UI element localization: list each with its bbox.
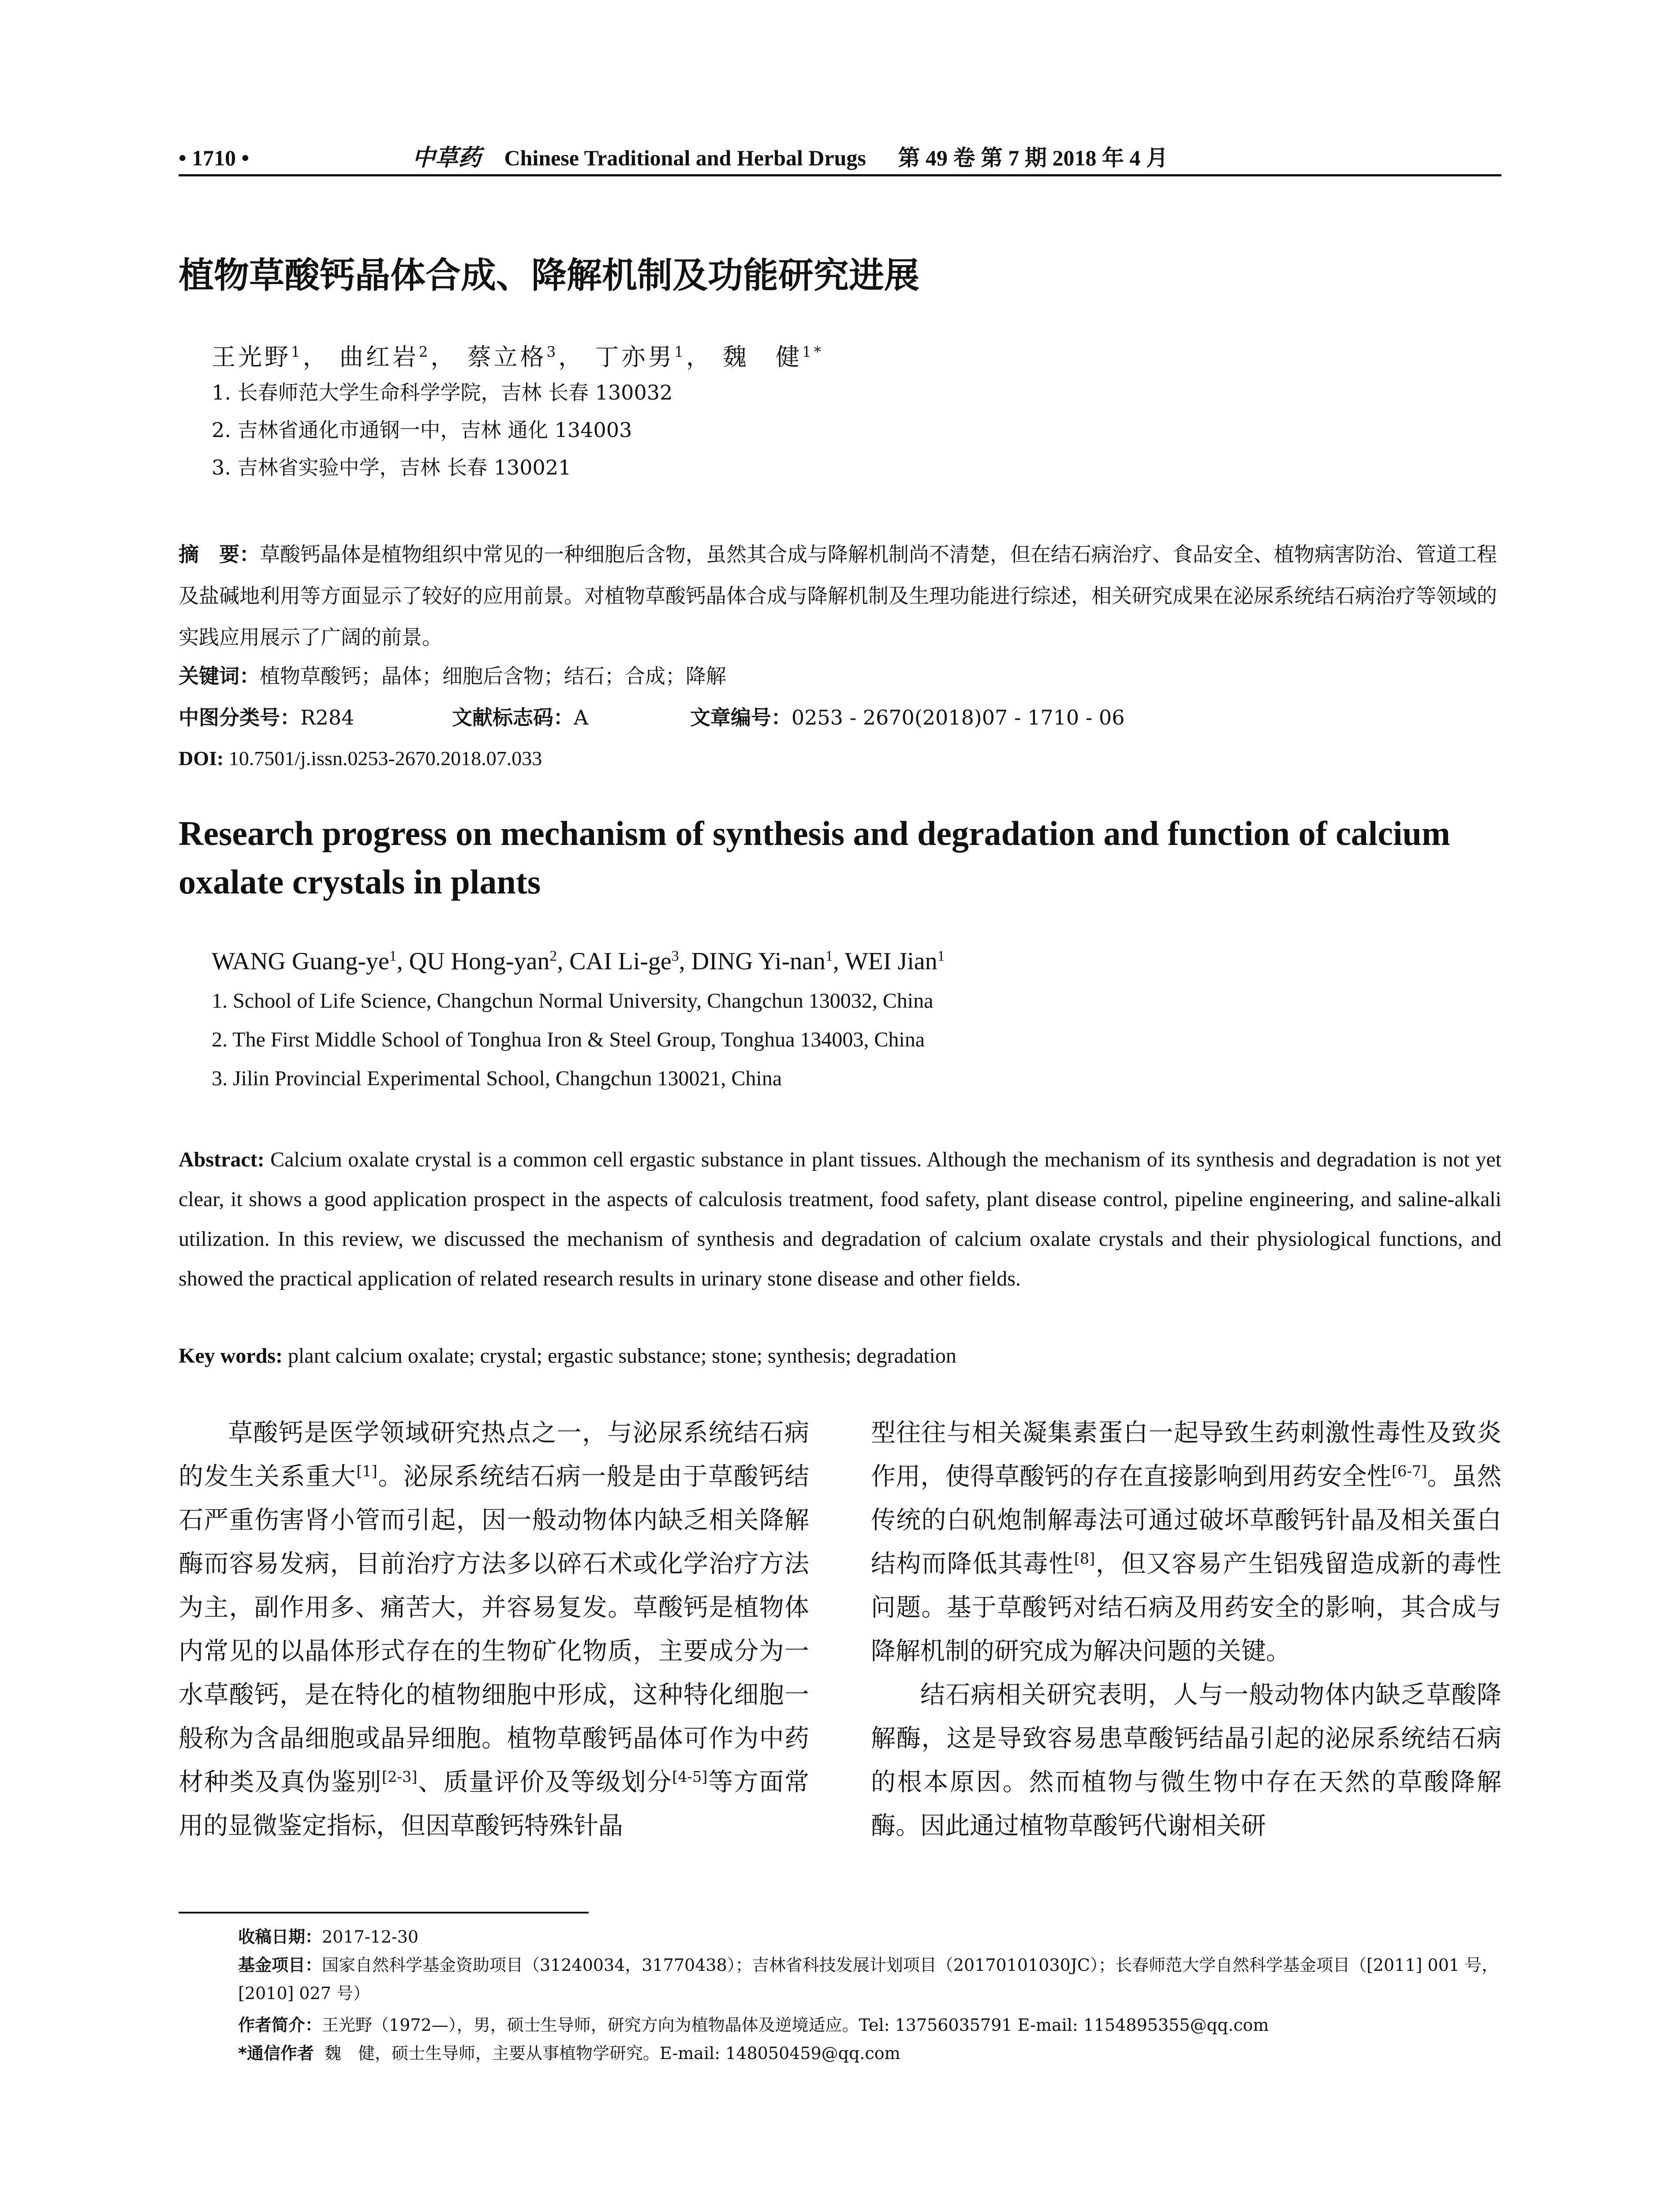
keywords-cn xyxy=(179,655,1501,697)
header-rule xyxy=(179,174,1501,176)
footnote-text: 国家自然科学基金资助项目（31240034，31770438）；吉林省科技发展计划项目（20170101030JC）；长春师范大学自然科学基金项目（[2011] 001 号，[2010] 027 号） xyxy=(238,1955,1499,2003)
abstract-en-text: Calcium oxalate crystal is a common cell ergastic substance in plant tissues. Although the mechanism of its synthesis and degradation is not yet clear, it shows a good application prospect in the aspects of calculosis treatment, food safety, plant disease control, pipeline engineering, and saline-alkali utilization. In this review, we discussed the mechanism of synthesis and degradation of calcium oxalate crystals and their physiological functions, and showed the practical application of related research results in urinary stone disease and other fields. xyxy=(179,1148,1501,1290)
body-text: 。泌尿系统结石病一般是由于草酸钙结石严重伤害肾小管而引起，因一般动物体内缺乏相关降解酶而容易发病，目前治疗方法多以碎石术或化学治疗方法为主，副作用多、痛苦大，并容易复发。草酸钙是植物体内常见的以晶体形式存在的生物矿化物质，主要成分为一水草酸钙，是在特化的植物细胞中形成，这种特化细胞一般称为含晶细胞或晶异细胞。植物草酸钙晶体可作为中药材种类及真伪鉴别 xyxy=(179,1462,810,1797)
author-sup: 1* xyxy=(802,344,824,360)
citation: [4-5] xyxy=(672,1768,708,1786)
affiliation-cn-1: 1. 长春师范大学生命科学学院，吉林 长春 130032 xyxy=(212,381,673,404)
journal-logo: 中草药 xyxy=(412,145,482,171)
author-sup: 2 xyxy=(418,344,431,360)
footnote-text: 2017-12-30 xyxy=(322,1927,419,1947)
footnote-label: 作者简介： xyxy=(238,2015,322,2035)
running-header xyxy=(179,140,1501,176)
abstract-cn-text: 草酸钙晶体是植物组织中常见的一种细胞后含物，虽然其合成与降解机制尚不清楚，但在结石病治疗、食品安全、植物病害防治、管道工程及盐碱地利用等方面显示了较好的应用前景。对植物草酸钙晶体合成与降解机制及生理功能进行综述，相关研究成果在泌尿系统结石病治疗等领域的实践应用展示了广阔的前景。 xyxy=(179,542,1497,649)
document-code xyxy=(452,697,588,738)
abstract-en xyxy=(179,1140,1501,1299)
issue-info: 第 49 卷 第 7 期 2018 年 4 月 xyxy=(898,146,1168,170)
clc-label: 中图分类号： xyxy=(179,706,300,729)
citation: [8] xyxy=(1074,1550,1095,1567)
journal-name: Chinese Traditional and Herbal Drugs xyxy=(504,146,866,170)
keywords-en-text: plant calcium oxalate; crystal; ergastic substance; stone; synthesis; degradation xyxy=(282,1344,956,1368)
doi-value: 10.7501/j.issn.0253-2670.2018.07.033 xyxy=(224,747,542,770)
body-paragraph: 结石病相关研究表明，人与一般动物体内缺乏草酸降解酶，这是导致容易患草酸钙结晶引起的泌尿系统结石病的根本原因。然而植物与微生物中存在天然的草酸降解酶。因此通过植物草酸钙代谢相关研 xyxy=(871,1681,1501,1840)
author-en-sup: 1 xyxy=(389,948,397,964)
author-name: 蔡立格 xyxy=(467,343,547,371)
doi-label: DOI: xyxy=(179,747,224,770)
keywords-en-label: Key words: xyxy=(179,1344,283,1368)
title-cn: 植物草酸钙晶体合成、降解机制及功能研究进展 xyxy=(179,255,919,296)
body-text: 等方面常用的显微鉴定指标，但因草酸钙特殊针晶 xyxy=(179,1768,810,1840)
abstract-en-label: Abstract: xyxy=(179,1148,265,1171)
author-en-sup: 3 xyxy=(671,948,679,964)
body-text: 型往往与相关凝集素蛋白一起导致生药刺激性毒性及致炎作用，使得草酸钙的存在直接影响到用药安全性 xyxy=(871,1419,1501,1491)
body-text: 、质量评价及等级划分 xyxy=(417,1768,672,1797)
footnote-text: 魏 健，硕士生导师，主要从事植物学研究。E-mail: 148050459@qq.com xyxy=(325,2044,900,2063)
doc-label: 文献标志码： xyxy=(452,706,574,729)
keywords-cn-label: 关键词： xyxy=(179,664,260,688)
affiliation-en-3: 3. Jilin Provincial Experimental School, Changchun 130021, China xyxy=(212,1067,782,1090)
author-en-name: WANG Guang-ye xyxy=(212,948,389,975)
body-column-left xyxy=(179,1411,809,1848)
keywords-cn-text: 植物草酸钙；晶体；细胞后含物；结石；合成；降解 xyxy=(260,664,726,688)
author-en-name: WEI Jian xyxy=(844,948,937,975)
article-number xyxy=(690,697,1125,738)
footnote-label: 基金项目： xyxy=(238,1955,322,1975)
affiliation-cn-3: 3. 吉林省实验中学，吉林 长春 130021 xyxy=(212,456,571,479)
clc-value: R284 xyxy=(300,706,355,729)
author-en-name: CAI Li-ge xyxy=(569,948,672,975)
abstract-cn xyxy=(179,534,1501,658)
author-name: 魏 健 xyxy=(723,343,803,371)
citation: [1] xyxy=(356,1462,377,1480)
body-text: ，但又容易产生铝残留造成新的毒性问题。基于草酸钙对结石病及用药安全的影响，其合成与降解机制的研究成为解决问题的关键。 xyxy=(871,1550,1502,1666)
citation: [2-3] xyxy=(382,1768,418,1786)
author-name: 王光野 xyxy=(212,343,291,371)
doc-value: A xyxy=(574,706,589,729)
author-sup: 1 xyxy=(674,344,686,360)
affiliation-cn-2: 2. 吉林省通化市通钢一中，吉林 通化 134003 xyxy=(212,418,632,442)
footnote-fund xyxy=(238,1951,1504,2007)
article-label: 文章编号： xyxy=(690,706,791,729)
keywords-en xyxy=(179,1336,1501,1376)
author-name: 丁亦男 xyxy=(595,343,675,371)
clc-code xyxy=(179,697,354,738)
footnote-received xyxy=(238,1923,1504,1951)
body-text: 。虽然传统的白矾炮制解毒法可通过破坏草酸钙针晶及相关蛋白结构而降低其毒性 xyxy=(871,1462,1502,1578)
author-en-sup: 2 xyxy=(549,948,557,964)
body-text: 草酸钙是医学领域研究热点之一，与泌尿系统结石病的发生关系重大 xyxy=(179,1419,809,1491)
author-sup: 1 xyxy=(291,344,303,360)
footnote-label: 收稿日期： xyxy=(238,1927,322,1947)
body-paragraph xyxy=(179,1411,809,1848)
affiliation-en-1: 1. School of Life Science, Changchun Normal University, Changchun 130032, China xyxy=(212,989,933,1013)
footnote-text: 王光野（1972—），男，硕士生导师，研究方向为植物晶体及逆境适应。Tel: 13756035791 E-mail: 1154895355@qq.com xyxy=(322,2015,1269,2035)
author-sup: 3 xyxy=(546,344,559,360)
affiliation-en-2: 2. The First Middle School of Tonghua Iron & Steel Group, Tonghua 134003, China xyxy=(212,1028,925,1051)
authors-en: WANG Guang-$ye^1$, QU Hong-yan$^2$, CAI $Li-ge^3$, DING Yi-nan$^1$, WEI Jian$^1$ xyxy=(212,948,945,975)
footnote-rule xyxy=(179,1912,589,1913)
footnote-corresponding xyxy=(238,2039,1504,2067)
page-number: • 1710 • xyxy=(179,146,250,170)
body-column-right xyxy=(871,1411,1501,1848)
author-en-sup: 1 xyxy=(825,948,833,964)
footnote-author xyxy=(238,2011,1504,2039)
author-en-name: QU Hong-yan xyxy=(409,948,550,975)
author-en-sup: 1 xyxy=(937,948,945,964)
journal-header xyxy=(412,140,1168,176)
footnote-label: *通信作者 xyxy=(238,2044,314,2063)
citation: [6-7] xyxy=(1392,1462,1427,1480)
abstract-cn-label: 摘 要： xyxy=(179,542,260,566)
title-en: Research progress on mechanism of synthesis and degradation and function of calcium oxalate crystals in plants xyxy=(179,814,1451,901)
classification-row xyxy=(179,697,1501,738)
body-paragraph xyxy=(871,1411,1501,1673)
doi xyxy=(179,737,1501,779)
author-name: 曲红岩 xyxy=(339,343,419,371)
authors-cn: 王光野$^1$， 曲红岩$^2$， 蔡立格$^3$， 丁亦男$^1$， 魏 健$^{1*}$ xyxy=(212,343,824,371)
author-en-name: DING Yi-nan xyxy=(691,948,826,975)
article-value: 0253 - 2670(2018)07 - 1710 - 06 xyxy=(791,706,1125,729)
